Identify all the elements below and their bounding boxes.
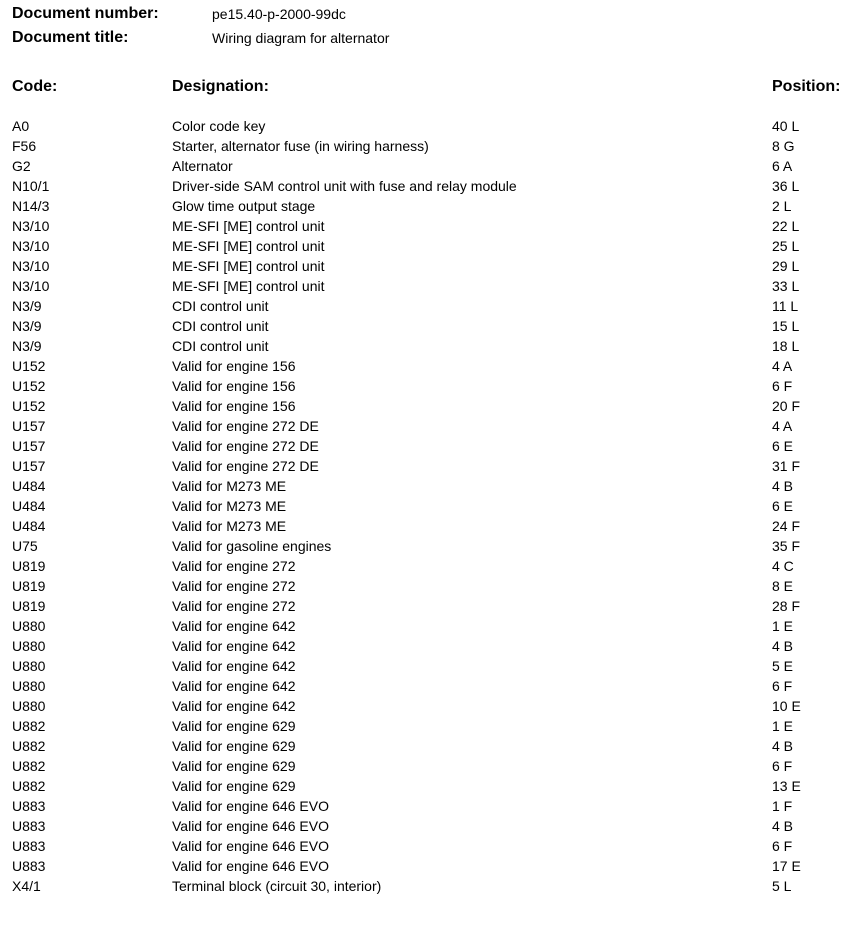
row-designation: Valid for engine 156	[172, 398, 296, 414]
row-position: 6 E	[772, 438, 794, 454]
table-row	[0, 236, 860, 256]
row-position: 18 L	[772, 338, 800, 354]
table-row	[0, 256, 860, 276]
table-row	[0, 836, 860, 856]
row-code: N3/9	[12, 318, 42, 334]
row-code: U883	[12, 818, 46, 834]
table-row	[0, 136, 860, 156]
row-position: 4 B	[772, 818, 794, 834]
row-designation: ME-SFI [ME] control unit	[172, 218, 325, 234]
row-position: 33 L	[772, 278, 800, 294]
row-designation: CDI control unit	[172, 338, 269, 354]
table-header	[0, 78, 860, 100]
row-position: 4 A	[772, 358, 793, 374]
table-row	[0, 776, 860, 796]
row-code: U880	[12, 638, 46, 654]
row-position: 15 L	[772, 318, 800, 334]
row-designation: Valid for engine 646 EVO	[172, 838, 329, 854]
row-designation: Valid for engine 646 EVO	[172, 818, 329, 834]
table-row	[0, 476, 860, 496]
table-row	[0, 376, 860, 396]
row-code: N3/10	[12, 238, 50, 254]
row-code: F56	[12, 138, 37, 154]
row-designation: Valid for engine 629	[172, 718, 296, 734]
row-code: U484	[12, 478, 46, 494]
table-row	[0, 816, 860, 836]
table-row	[0, 756, 860, 776]
row-designation: Terminal block (circuit 30, interior)	[172, 878, 382, 894]
row-code: U819	[12, 598, 46, 614]
row-designation: ME-SFI [ME] control unit	[172, 238, 325, 254]
row-designation: CDI control unit	[172, 298, 269, 314]
row-position: 11 L	[772, 298, 799, 314]
row-position: 28 F	[772, 598, 801, 614]
table-row	[0, 796, 860, 816]
row-position: 6 F	[772, 378, 793, 394]
row-code: U157	[12, 458, 46, 474]
table-row	[0, 216, 860, 236]
table-row	[0, 736, 860, 756]
row-position: 35 F	[772, 538, 801, 554]
row-designation: CDI control unit	[172, 318, 269, 334]
row-position: 4 B	[772, 478, 794, 494]
row-code: N3/10	[12, 218, 50, 234]
row-code: U819	[12, 578, 46, 594]
table-row	[0, 176, 860, 196]
row-position: 1 E	[772, 718, 794, 734]
row-position: 25 L	[772, 238, 800, 254]
row-position: 1 F	[772, 798, 793, 814]
row-designation: Valid for engine 642	[172, 658, 296, 674]
header-designation: Designation:	[172, 78, 269, 95]
row-code: U880	[12, 658, 46, 674]
table-row	[0, 116, 860, 136]
document-number-row	[12, 3, 346, 25]
row-code: U880	[12, 678, 46, 694]
row-code: U883	[12, 858, 46, 874]
row-code: U880	[12, 618, 46, 634]
table-row	[0, 576, 860, 596]
row-designation: Valid for engine 629	[172, 758, 296, 774]
table-row	[0, 276, 860, 296]
row-designation: Valid for engine 272 DE	[172, 438, 319, 454]
row-position: 6 E	[772, 498, 794, 514]
row-code: U883	[12, 798, 46, 814]
table-row	[0, 436, 860, 456]
header-position: Position:	[772, 78, 841, 95]
table-row	[0, 616, 860, 636]
row-position: 6 F	[772, 758, 793, 774]
document-title-row	[12, 27, 389, 49]
row-code: U883	[12, 838, 46, 854]
row-position: 6 F	[772, 678, 793, 694]
table-row	[0, 656, 860, 676]
row-position: 2 L	[772, 198, 792, 214]
row-position: 4 C	[772, 558, 794, 574]
table-row	[0, 196, 860, 216]
row-code: U882	[12, 738, 46, 754]
table-row	[0, 716, 860, 736]
row-position: 6 F	[772, 838, 793, 854]
row-position: 4 B	[772, 638, 794, 654]
row-designation: Valid for M273 ME	[172, 498, 287, 514]
row-designation: Starter, alternator fuse (in wiring harness)	[172, 138, 429, 154]
row-code: U152	[12, 398, 46, 414]
table-row	[0, 416, 860, 436]
row-code: N3/10	[12, 258, 50, 274]
row-position: 36 L	[772, 178, 800, 194]
row-designation: ME-SFI [ME] control unit	[172, 278, 325, 294]
row-position: 5 L	[772, 878, 792, 894]
row-code: N3/9	[12, 338, 42, 354]
row-designation: Valid for gasoline engines	[172, 538, 332, 554]
row-code: G2	[12, 158, 31, 174]
table-row	[0, 356, 860, 376]
row-code: U152	[12, 358, 46, 374]
table-row	[0, 556, 860, 576]
row-code: U152	[12, 378, 46, 394]
row-designation: Valid for engine 272 DE	[172, 458, 319, 474]
row-designation: Valid for engine 156	[172, 358, 296, 374]
table-row	[0, 636, 860, 656]
component-list	[0, 116, 860, 896]
row-code: N10/1	[12, 178, 50, 194]
row-designation: Valid for engine 272	[172, 578, 296, 594]
row-code: U484	[12, 518, 46, 534]
row-position: 6 A	[772, 158, 793, 174]
row-designation: Valid for engine 272 DE	[172, 418, 319, 434]
table-row	[0, 696, 860, 716]
row-position: 20 F	[772, 398, 801, 414]
row-code: U819	[12, 558, 46, 574]
row-position: 13 E	[772, 778, 801, 794]
row-designation: Valid for engine 272	[172, 558, 296, 574]
row-code: U75	[12, 538, 38, 554]
document-number-value: pe15.40-p-2000-99dc	[212, 6, 346, 22]
row-code: N3/10	[12, 278, 50, 294]
table-row	[0, 856, 860, 876]
row-code: X4/1	[12, 878, 41, 894]
row-designation: Valid for M273 ME	[172, 518, 287, 534]
document-title-label: Document title:	[12, 29, 129, 46]
document-title-value: Wiring diagram for alternator	[212, 30, 390, 46]
row-designation: Valid for engine 642	[172, 678, 296, 694]
table-row	[0, 456, 860, 476]
row-designation: Valid for engine 646 EVO	[172, 798, 329, 814]
row-position: 1 E	[772, 618, 794, 634]
row-designation: Valid for M273 ME	[172, 478, 287, 494]
document-number-label: Document number:	[12, 5, 159, 22]
row-designation: Glow time output stage	[172, 198, 316, 214]
table-row	[0, 156, 860, 176]
row-position: 8 G	[772, 138, 795, 154]
row-code: N3/9	[12, 298, 42, 314]
row-position: 22 L	[772, 218, 800, 234]
header-code: Code:	[12, 78, 58, 95]
row-designation: Valid for engine 629	[172, 738, 296, 754]
row-designation: Valid for engine 272	[172, 598, 296, 614]
row-position: 4 A	[772, 418, 793, 434]
row-position: 10 E	[772, 698, 801, 714]
row-position: 17 E	[772, 858, 801, 874]
row-designation: Valid for engine 629	[172, 778, 296, 794]
row-designation: Valid for engine 156	[172, 378, 296, 394]
row-designation: Valid for engine 642	[172, 698, 296, 714]
table-row	[0, 676, 860, 696]
row-position: 24 F	[772, 518, 801, 534]
row-code: U157	[12, 418, 46, 434]
table-row	[0, 396, 860, 416]
table-row	[0, 516, 860, 536]
row-position: 40 L	[772, 118, 800, 134]
table-row	[0, 336, 860, 356]
row-designation: Driver-side SAM control unit with fuse and relay module	[172, 178, 517, 194]
row-position: 8 E	[772, 578, 794, 594]
table-row	[0, 536, 860, 556]
row-designation: ME-SFI [ME] control unit	[172, 258, 325, 274]
table-row	[0, 296, 860, 316]
row-position: 31 F	[772, 458, 801, 474]
row-code: U882	[12, 778, 46, 794]
row-designation: Alternator	[172, 158, 233, 174]
row-code: U880	[12, 698, 46, 714]
row-code: U157	[12, 438, 46, 454]
table-row	[0, 596, 860, 616]
table-row	[0, 316, 860, 336]
row-designation: Valid for engine 642	[172, 618, 296, 634]
row-position: 29 L	[772, 258, 800, 274]
row-position: 4 B	[772, 738, 794, 754]
row-code: U882	[12, 758, 46, 774]
row-code: U484	[12, 498, 46, 514]
row-designation: Color code key	[172, 118, 266, 134]
row-position: 5 E	[772, 658, 794, 674]
row-designation: Valid for engine 642	[172, 638, 296, 654]
row-code: U882	[12, 718, 46, 734]
table-row	[0, 876, 860, 896]
row-designation: Valid for engine 646 EVO	[172, 858, 329, 874]
row-code: N14/3	[12, 198, 50, 214]
table-row	[0, 496, 860, 516]
row-code: A0	[12, 118, 30, 134]
